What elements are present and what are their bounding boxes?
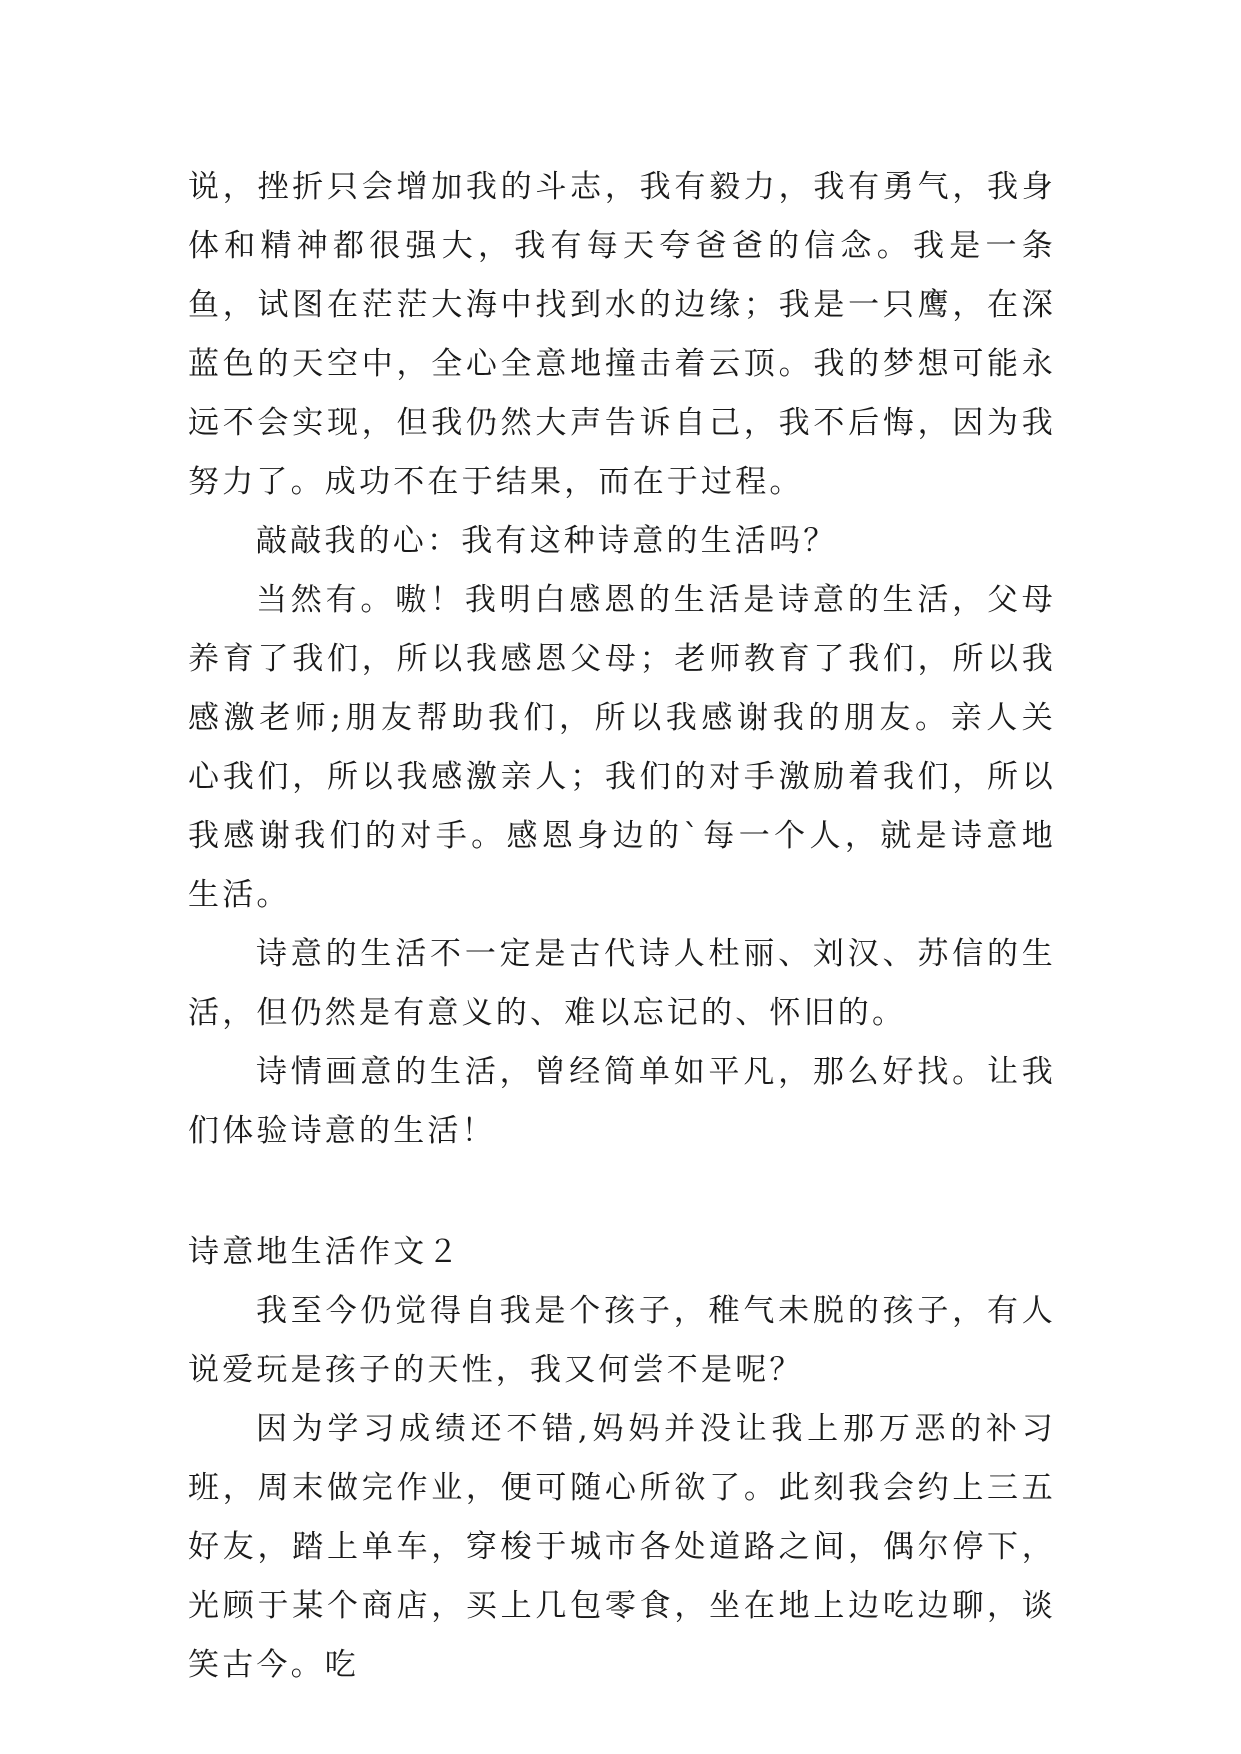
- section-spacer: [188, 1161, 1056, 1223]
- paragraph: 因为学习成绩还不错,妈妈并没让我上那万恶的补习班，周末做完作业，便可随心所欲了。此刻我会约上三五好友，踏上单车，穿梭于城市各处道路之间，偶尔停下，光顾于某个商店，买上几包零食，坐在地上边吃边聊，谈笑古今。吃: [188, 1411, 1056, 1683]
- paragraph: 当然有。嗷！我明白感恩的生活是诗意的生活，父母养育了我们，所以我感恩父母；老师教育了我们，所以我感激老师;朋友帮助我们，所以我感谢我的朋友。亲人关心我们，所以我感激亲人；我们的对手激励着我们，所以我感谢我们的对手。感恩身边的`每一个人，就是诗意地生活。: [188, 582, 1056, 913]
- paragraph: 我至今仍觉得自我是个孩子，稚气未脱的孩子，有人说爱玩是孩子的天性，我又何尝不是呢？: [188, 1293, 1056, 1388]
- paragraph-continued: 说，挫折只会增加我的斗志，我有毅力，我有勇气，我身体和精神都很强大，我有每天夸爸爸的信念。我是一条鱼，试图在茫茫大海中找到水的边缘；我是一只鹰，在深蓝色的天空中，全心全意地撞击着云顶。我的梦想可能永远不会实现，但我仍然大声告诉自己，我不后悔，因为我努力了。成功不在于结果，而在于过程。: [188, 169, 1056, 500]
- paragraph: 诗情画意的生活，曾经简单如平凡，那么好找。让我们体验诗意的生活！: [188, 1054, 1056, 1149]
- document-body: [188, 158, 1056, 1695]
- section-heading: 诗意地生活作文２: [188, 1234, 462, 1270]
- paragraph: 诗意的生活不一定是古代诗人杜丽、刘汉、苏信的生活，但仍然是有意义的、难以忘记的、怀旧的。: [188, 936, 1056, 1031]
- paragraph: 敲敲我的心：我有这种诗意的生活吗？: [256, 523, 838, 559]
